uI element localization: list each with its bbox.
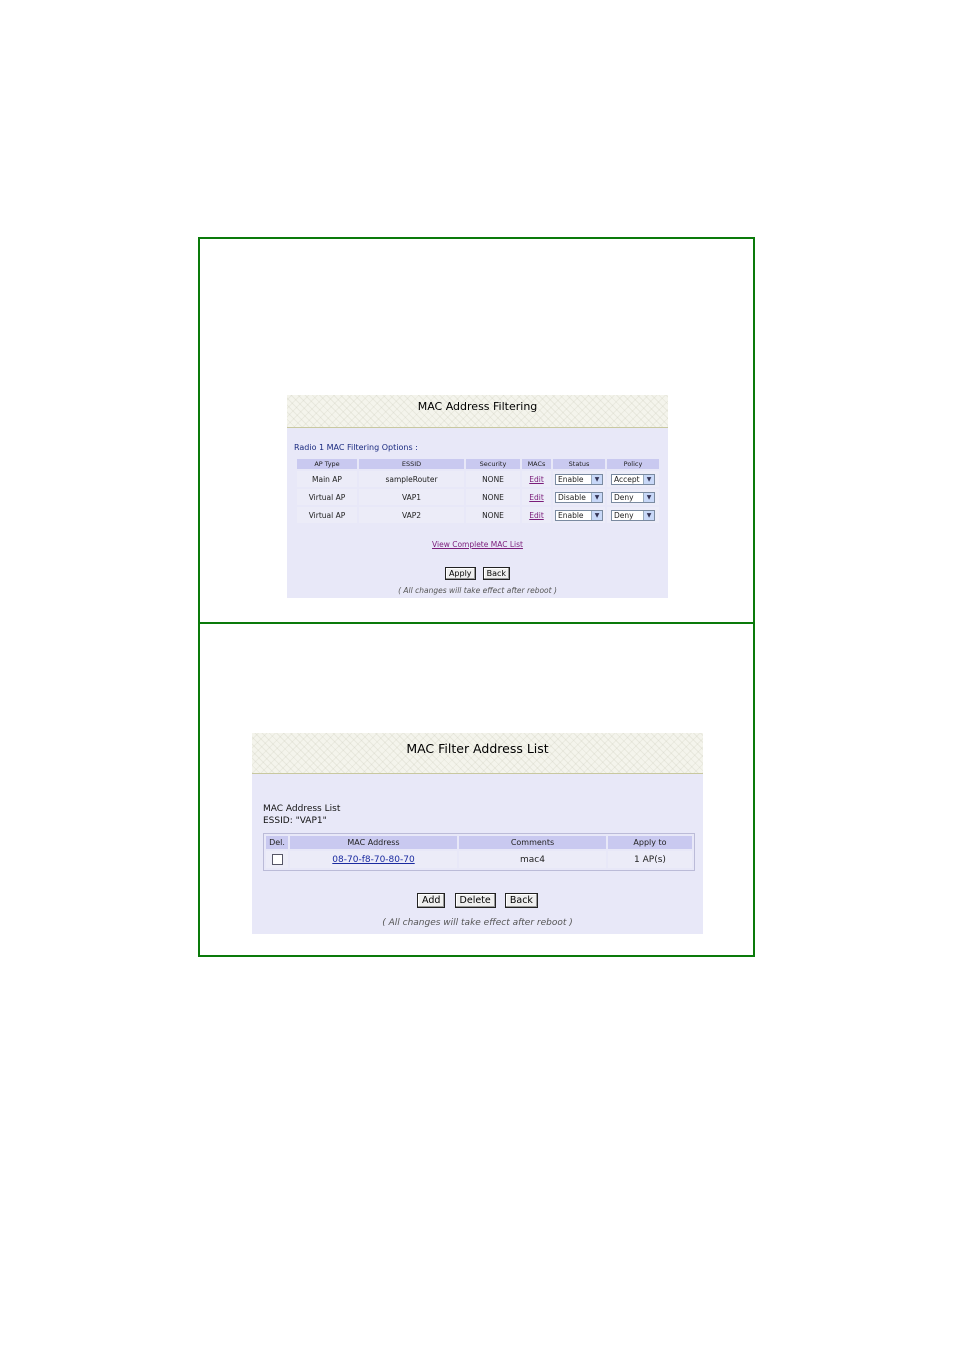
- essid-label: ESSID: "VAP1": [263, 816, 327, 826]
- status-select[interactable]: [555, 510, 603, 521]
- policy-value: Accept: [614, 474, 640, 484]
- panel-header: [287, 395, 668, 428]
- ap-type-cell: Virtual AP: [297, 489, 357, 505]
- edit-macs-link[interactable]: Edit: [529, 492, 544, 502]
- policy-value: Deny: [614, 492, 634, 502]
- status-select[interactable]: [555, 474, 603, 485]
- col-security: Security: [466, 459, 520, 469]
- table-header-row: [266, 836, 692, 849]
- mac-cell: [290, 851, 457, 868]
- mac-address-link[interactable]: 08-70-f8-70-80-70: [332, 854, 415, 865]
- delete-button[interactable]: Delete: [455, 893, 496, 908]
- security-cell: NONE: [466, 489, 520, 505]
- view-link-row: [287, 540, 668, 549]
- table-row: [297, 489, 659, 505]
- section-title: Radio 1 MAC Filtering Options :: [294, 443, 418, 452]
- col-del: Del.: [266, 836, 288, 849]
- table-header-row: [297, 459, 659, 469]
- edit-macs-link[interactable]: Edit: [529, 474, 544, 484]
- apply-to-cell: 1 AP(s): [608, 851, 692, 868]
- col-comments: Comments: [459, 836, 606, 849]
- security-cell: NONE: [466, 507, 520, 523]
- view-complete-mac-list-link[interactable]: View Complete MAC List: [432, 540, 523, 549]
- delete-cell: [266, 851, 288, 868]
- status-value: Disable: [558, 492, 586, 502]
- chevron-down-icon: ▼: [591, 493, 602, 502]
- button-row: [287, 561, 668, 580]
- security-cell: NONE: [466, 471, 520, 487]
- policy-select[interactable]: [611, 474, 655, 485]
- ap-type-cell: Main AP: [297, 471, 357, 487]
- col-policy: Policy: [607, 459, 659, 469]
- edit-macs-link[interactable]: Edit: [529, 510, 544, 520]
- macs-cell: [522, 489, 551, 505]
- frame-divider: [200, 622, 753, 624]
- ap-type-cell: Virtual AP: [297, 507, 357, 523]
- status-value: Enable: [558, 474, 584, 484]
- status-cell: [553, 489, 605, 505]
- policy-select[interactable]: [611, 492, 655, 503]
- col-status: Status: [553, 459, 605, 469]
- back-button[interactable]: Back: [505, 893, 538, 908]
- page-title: MAC Address Filtering: [417, 400, 538, 413]
- col-essid: ESSID: [359, 459, 464, 469]
- col-ap-type: AP Type: [297, 459, 357, 469]
- mac-filtering-panel: [287, 395, 668, 598]
- page-title: MAC Filter Address List: [406, 741, 549, 756]
- filtering-options-table: [295, 457, 661, 525]
- macs-cell: [522, 471, 551, 487]
- policy-select[interactable]: [611, 510, 655, 521]
- policy-value: Deny: [614, 510, 634, 520]
- reboot-note: ( All changes will take effect after reboot ): [382, 918, 573, 928]
- delete-checkbox[interactable]: [272, 854, 283, 865]
- comment-cell: mac4: [459, 851, 606, 868]
- essid-cell: VAP1: [359, 489, 464, 505]
- panel-header: [252, 733, 703, 774]
- status-cell: [553, 471, 605, 487]
- chevron-down-icon: ▼: [591, 511, 602, 520]
- macs-cell: [522, 507, 551, 523]
- mac-address-table: [263, 833, 695, 871]
- chevron-down-icon: ▼: [643, 511, 654, 520]
- table-row: [297, 471, 659, 487]
- table-row: [297, 507, 659, 523]
- table-row: [266, 851, 692, 868]
- add-button[interactable]: Add: [417, 893, 445, 908]
- col-apply-to: Apply to: [608, 836, 692, 849]
- chevron-down-icon: ▼: [591, 475, 602, 484]
- list-label: MAC Address List: [263, 804, 341, 814]
- policy-cell: [607, 471, 659, 487]
- policy-cell: [607, 489, 659, 505]
- button-row: [252, 888, 703, 908]
- policy-cell: [607, 507, 659, 523]
- status-cell: [553, 507, 605, 523]
- chevron-down-icon: ▼: [643, 493, 654, 502]
- back-button[interactable]: Back: [483, 567, 510, 580]
- status-select[interactable]: [555, 492, 603, 503]
- col-macs: MACs: [522, 459, 551, 469]
- essid-cell: VAP2: [359, 507, 464, 523]
- apply-button[interactable]: Apply: [445, 567, 476, 580]
- chevron-down-icon: ▼: [643, 475, 654, 484]
- col-mac-address: MAC Address: [290, 836, 457, 849]
- mac-address-list-panel: [252, 733, 703, 934]
- status-value: Enable: [558, 510, 584, 520]
- reboot-note: ( All changes will take effect after reboot ): [398, 586, 557, 595]
- essid-cell: sampleRouter: [359, 471, 464, 487]
